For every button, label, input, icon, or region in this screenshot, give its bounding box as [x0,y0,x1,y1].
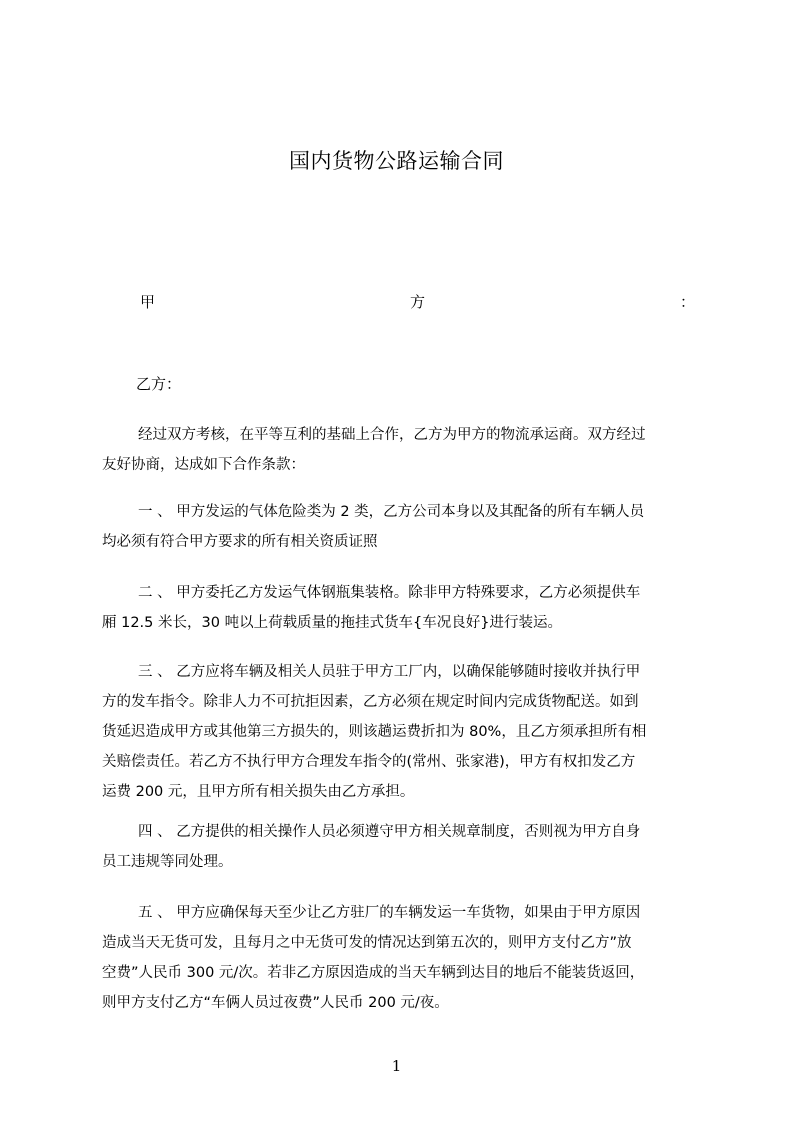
clause-2 [102,578,704,638]
paragraph-line: 运费 200 元，且甲方所有相关损失由乙方承担。 [102,784,415,800]
party-a-char-2: 方 [409,293,425,311]
paragraph-line: 厢 12.5 米长，30 吨以上荷载质量的拖挂式货车{车况良好}进行装运。 [102,615,563,631]
clause-5 [102,898,704,1018]
paragraph-line: 员工违规等同处理。 [102,854,233,870]
party-a-char-1: 甲 [140,293,156,311]
paragraph-line: 友好协商，达成如下合作条款： [102,457,305,473]
page-number: 1 [391,1057,402,1075]
party-a-colon: ： [679,293,695,311]
clause-4 [102,817,704,877]
paragraph-line: 三 、 乙方应将车辆及相关人员驻于甲方工厂内，以确保能够随时接收并执行甲 [138,664,641,680]
paragraph-line: 均必须有符合甲方要求的所有相关资质证照 [102,534,378,550]
paragraph-line: 货延迟造成甲方或其他第三方损失的，则该趟运费折扣为 80%，且乙方须承担所有相 [102,724,647,740]
paragraph-line: 四 、 乙方提供的相关操作人员必须遵守甲方相关规章制度，否则视为甲方自身 [138,824,641,840]
intro-paragraph [102,420,704,480]
paragraph-line: 关赔偿责任。若乙方不执行甲方合理发车指令的(常州、张家港)，甲方有权扣发乙方 [102,754,636,770]
clause-1 [102,497,704,557]
paragraph-line: 则甲方支付乙方“车俩人员过夜费”人民币 200 元/夜。 [102,995,449,1011]
paragraph-line: 造成当天无货可发，且每月之中无货可发的情况达到第五次的，则甲方支付乙方”放 [102,935,632,951]
party-a-line [140,291,695,313]
paragraph-line: 经过双方考核，在平等互利的基础上合作，乙方为甲方的物流承运商。双方经过 [138,427,646,443]
contract-title: 国内货物公路运输合同 [289,149,504,173]
paragraph-line: 空费”人民币 300 元/次。若非乙方原因造成的当天车辆到达目的地后不能装货返回， [102,965,645,981]
paragraph-line: 五 、 甲方应确保每天至少让乙方驻厂的车辆发运一车货物，如果由于甲方原因 [138,905,641,921]
party-b-line: 乙方： [136,375,182,393]
clause-3 [102,657,704,807]
paragraph-line: 方的发车指令。除非人力不可抗拒因素，乙方必须在规定时间内完成货物配送。如到 [102,694,639,710]
paragraph-line: 二 、 甲方委托乙方发运气体钢瓶集装格。除非甲方特殊要求，乙方必须提供车 [138,585,641,601]
paragraph-line: 一 、 甲方发运的气体危险类为 2 类，乙方公司本身以及其配备的所有车辆人员 [138,504,645,520]
